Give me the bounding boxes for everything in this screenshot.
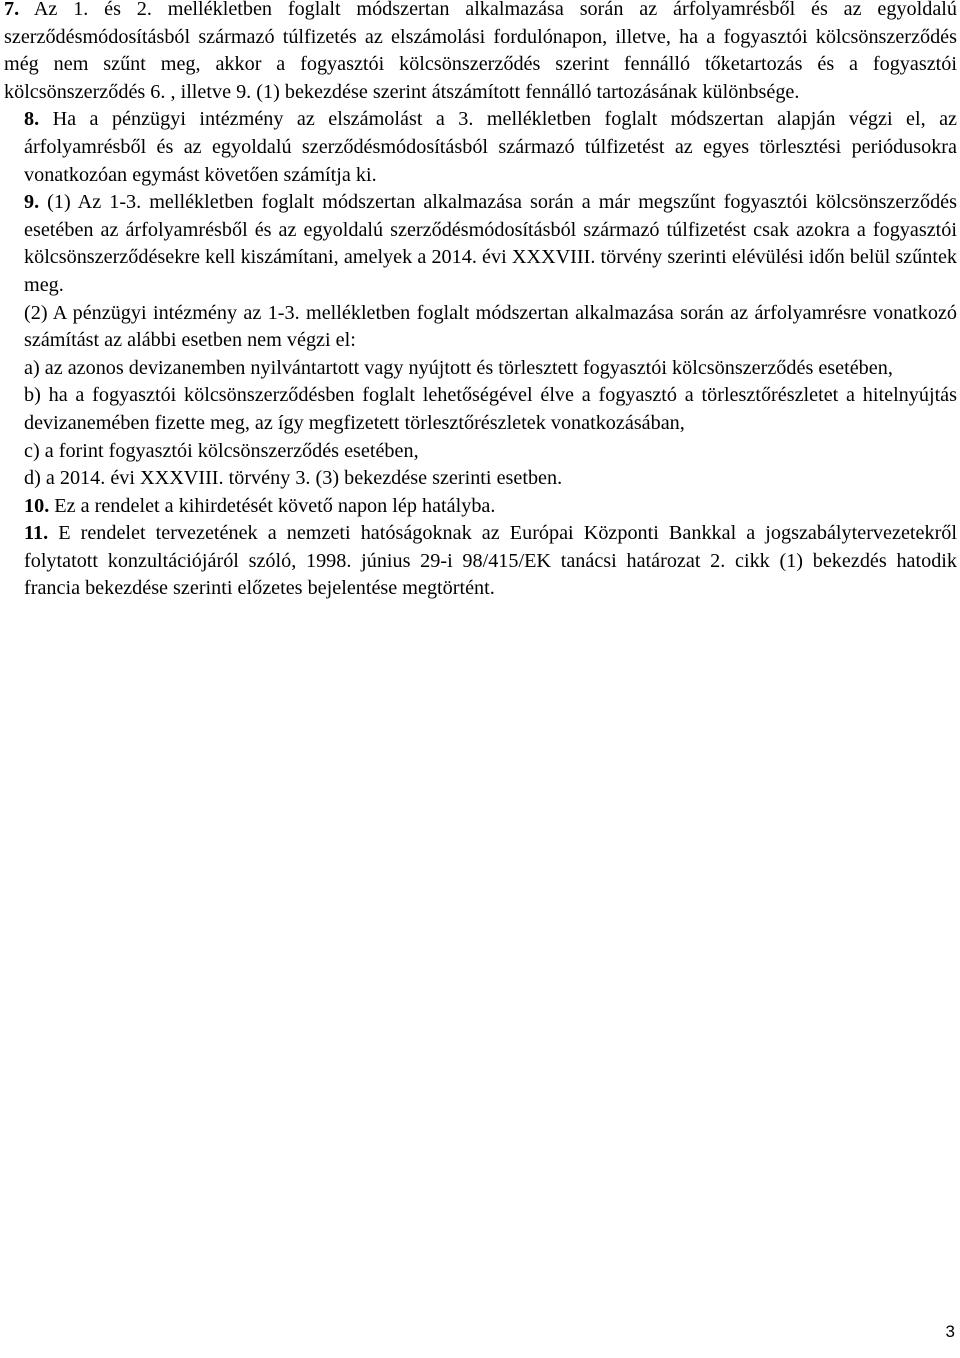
list-item-a bbox=[4, 355, 957, 383]
paragraph-text: E rendelet tervezetének a nemzeti hatóságoknak az Európai Központi Bankkal a jogszabálytervezetekről folytatott konzultációjáról szóló, 1998. június 29-i 98/415/EK tanácsi határozat 2. cikk (1) bekezdés hatodik francia bekezdése szerinti előzetes bejelentése megtörtént. bbox=[24, 522, 957, 600]
document-page bbox=[4, 0, 957, 603]
paragraph-number: 9. bbox=[24, 191, 40, 214]
list-item-text: d) a 2014. évi XXXVIII. törvény 3. (3) bekezdése szerinti esetben. bbox=[24, 467, 563, 490]
list-item-text: b) ha a fogyasztói kölcsönszerződésben foglalt lehetőségével élve a fogyasztó a törlesztőrészletet a hitelnyújtás devizanemében fizette meg, az így megfizetett törlesztőrészletek vonatkozásában, bbox=[24, 384, 957, 434]
list-item-text: a) az azonos devizanemben nyilvántartott vagy nyújtott és törlesztett fogyasztói kölcsönszerződés esetében, bbox=[24, 356, 893, 379]
paragraph-7 bbox=[4, 0, 957, 106]
paragraph-number: 10. bbox=[24, 494, 50, 517]
paragraph-10 bbox=[4, 493, 957, 521]
list-item-text: c) a forint fogyasztói kölcsönszerződés esetében, bbox=[24, 439, 419, 462]
paragraph-number: 8. bbox=[24, 108, 40, 131]
paragraph-text: Ha a pénzügyi intézmény az elszámolást a 3. mellékletben foglalt módszertan alapján végzi el, az árfolyamrésből és az egyoldalú szerződésmódosításból származó túlfizetést az egyes törlesztési periódusokra vonatkozóan egymást követően számítja ki. bbox=[24, 108, 957, 186]
paragraph-8 bbox=[4, 106, 957, 189]
list-item-d bbox=[4, 465, 957, 493]
paragraph-number: 7. bbox=[4, 0, 20, 20]
list-item-c bbox=[4, 438, 957, 466]
page-number: 3 bbox=[945, 1322, 955, 1341]
paragraph-9-2 bbox=[4, 300, 957, 355]
paragraph-text: (1) Az 1-3. mellékletben foglalt módszertan alkalmazása során a már megszűnt fogyasztói kölcsönszerződés esetében az árfolyamrésből és az egyoldalú szerződésmódosításból származó túlfizetést csak azokra a fogyasztói kölcsönszerződésekre kell kiszámítani, amelyek a 2014. évi XXXVIII. törvény szerinti elévülési időn belül szűntek meg. bbox=[24, 191, 957, 296]
paragraph-9 bbox=[4, 189, 957, 299]
paragraph-text: (2) A pénzügyi intézmény az 1-3. mellékletben foglalt módszertan alkalmazása során az árfolyamrésre vonatkozó számítást az alábbi esetben nem végzi el: bbox=[24, 301, 957, 352]
paragraph-number: 11. bbox=[24, 522, 49, 545]
paragraph-11 bbox=[4, 520, 957, 603]
paragraph-text: Az 1. és 2. mellékletben foglalt módszertan alkalmazása során az árfolyamrésből és az egyoldalú szerződésmódosításból származó túlfizetés az elszámolási fordulónapon, illetve, ha a fogyasztói kölcsönszerződés még nem szűnt meg, akkor a fogyasztói kölcsönszerződés szerint fennálló tőketartozás és a fogyasztói kölcsönszerződés 6. , illetve 9. (1) bekezdése szerint átszámított fennálló tartozásának különbsége. bbox=[4, 0, 957, 103]
list-item-b bbox=[4, 382, 957, 437]
paragraph-text: Ez a rendelet a kihirdetését követő napon lép hatályba. bbox=[49, 494, 496, 517]
